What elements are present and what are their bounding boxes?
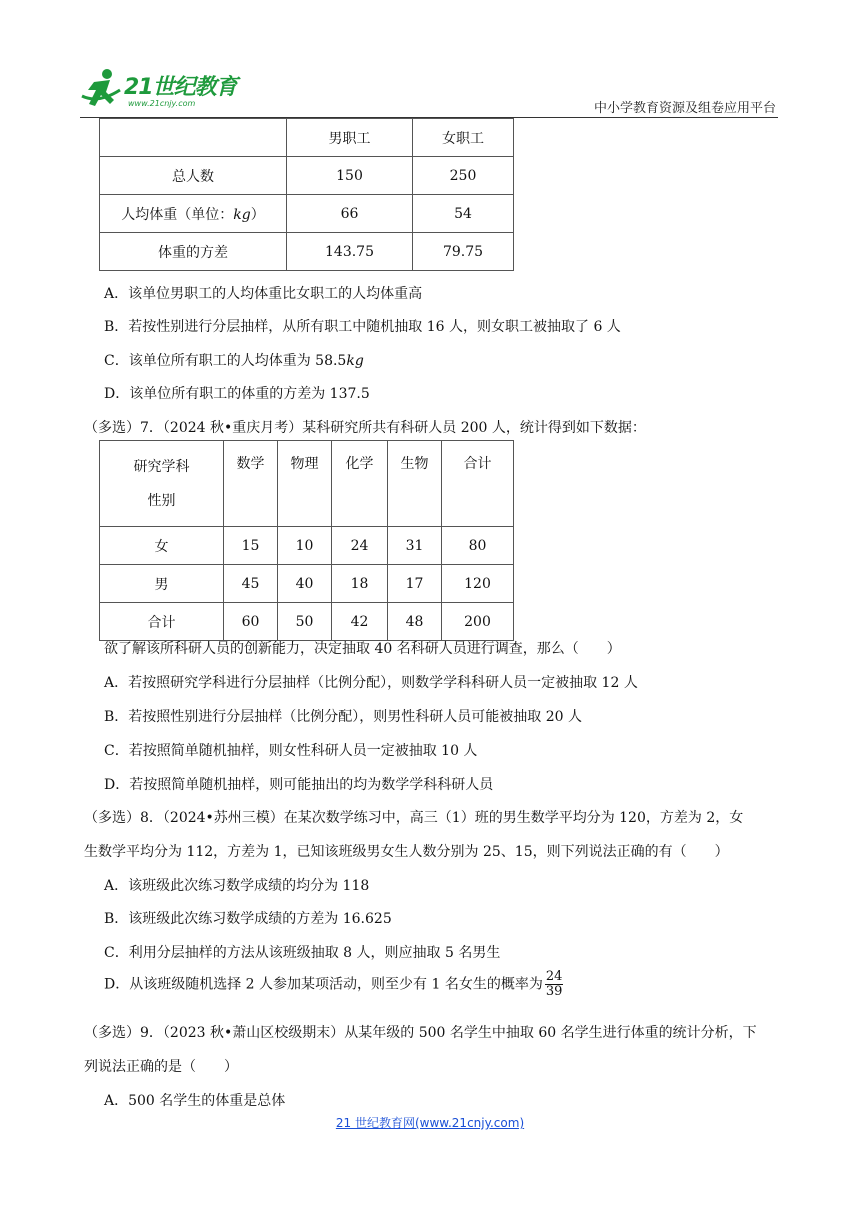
option-c bbox=[104, 350, 364, 370]
option-a: A．若按照研究学科进行分层抽样（比例分配），则数学学科科研人员一定被抽取 12 人 bbox=[104, 675, 638, 691]
unit-text: kg bbox=[346, 353, 364, 369]
table-cell: 80 bbox=[442, 527, 514, 565]
option-d bbox=[104, 970, 563, 999]
table-cell: 31 bbox=[388, 527, 442, 565]
table-cell: 150 bbox=[287, 157, 413, 195]
option-a: A．500 名学生的体重是总体 bbox=[104, 1093, 286, 1109]
table-cell: 17 bbox=[388, 565, 442, 603]
site-logo bbox=[80, 66, 250, 116]
table-cell: 250 bbox=[413, 157, 514, 195]
option-b: B．若按性别进行分层抽样，从所有职工中随机抽取 16 人，则女职工被抽取了 6 人 bbox=[104, 319, 621, 335]
table-header-cell: 男职工 bbox=[287, 119, 413, 157]
footer-link[interactable]: 21 世纪教育网(www.21cnjy.com) bbox=[335, 1116, 525, 1130]
question-stem: （多选）9．（2023 秋•萧山区校级期末）从某年级的 500 名学生中抽取 60 名学生进行体重的统计分析，下 bbox=[84, 1025, 757, 1041]
table-header-cell: 物理 bbox=[278, 441, 332, 527]
row-label: 女 bbox=[100, 527, 224, 565]
corner-top-label: 研究学科 bbox=[133, 458, 190, 475]
row-label: 体重的方差 bbox=[100, 233, 287, 271]
table-row bbox=[100, 603, 514, 641]
option-text: D．从该班级随机选择 2 人参加某项活动，则至少有 1 名女生的概率为 bbox=[104, 976, 543, 993]
table-row bbox=[100, 195, 514, 233]
option-b: B．若按照性别进行分层抽样（比例分配），则男性科研人员可能被抽取 20 人 bbox=[104, 709, 583, 725]
option-a: A．该班级此次练习数学成绩的均分为 118 bbox=[104, 878, 370, 894]
label-text: ） bbox=[250, 206, 265, 223]
table-cell: 79.75 bbox=[413, 233, 514, 271]
question-stem: （多选）8．（2024•苏州三模）在某次数学练习中，高三（1）班的男生数学平均分为 120，方差为 2，女 bbox=[84, 810, 744, 826]
table-row bbox=[100, 157, 514, 195]
fraction bbox=[545, 970, 564, 999]
row-label: 合计 bbox=[100, 603, 224, 641]
question-stem: （多选）7．（2024 秋•重庆月考）某科研究所共有科研人员 200 人，统计得到如下数据： bbox=[84, 420, 646, 436]
row-label: 总人数 bbox=[100, 157, 287, 195]
option-d: D．该单位所有职工的体重的方差为 137.5 bbox=[104, 386, 370, 402]
fraction-denominator: 39 bbox=[545, 984, 563, 999]
unit-text: kg bbox=[233, 206, 251, 223]
table-row bbox=[100, 441, 514, 527]
fraction-numerator: 24 bbox=[545, 969, 563, 984]
label-text: 人均体重（单位： bbox=[121, 206, 234, 223]
option-c: C．若按照简单随机抽样，则女性科研人员一定被抽取 10 人 bbox=[104, 743, 478, 759]
table-header-cell: 生物 bbox=[388, 441, 442, 527]
row-label: 男 bbox=[100, 565, 224, 603]
footer bbox=[0, 1114, 860, 1131]
corner-bottom-label: 性别 bbox=[147, 492, 176, 509]
table-cell: 54 bbox=[413, 195, 514, 233]
option-b: B．该班级此次练习数学成绩的方差为 16.625 bbox=[104, 911, 392, 927]
table-cell: 18 bbox=[332, 565, 388, 603]
table-cell: 24 bbox=[332, 527, 388, 565]
option-d: D．若按照简单随机抽样，则可能抽出的均为数学学科科研人员 bbox=[104, 777, 494, 793]
option-c: C．利用分层抽样的方法从该班级抽取 8 人，则应抽取 5 名男生 bbox=[104, 945, 501, 961]
question-stem-continued: 列说法正确的是（ ） bbox=[84, 1059, 238, 1075]
question-stem-continued: 生数学平均分为 112，方差为 1，已知该班级男女生人数分别为 25、15，则下列说法正确的有（ ） bbox=[84, 844, 729, 860]
table-cell: 48 bbox=[388, 603, 442, 641]
table-cell: 40 bbox=[278, 565, 332, 603]
employee-weight-table bbox=[99, 118, 514, 271]
table-cell: 50 bbox=[278, 603, 332, 641]
option-text: C．该单位所有职工的人均体重为 58.5 bbox=[104, 353, 347, 369]
table-row bbox=[100, 565, 514, 603]
table-cell: 45 bbox=[224, 565, 278, 603]
table-cell: 143.75 bbox=[287, 233, 413, 271]
corner-cell bbox=[100, 441, 224, 527]
table-cell: 15 bbox=[224, 527, 278, 565]
table-row bbox=[100, 527, 514, 565]
table-cell: 66 bbox=[287, 195, 413, 233]
table-cell bbox=[100, 119, 287, 157]
row-label bbox=[100, 195, 287, 233]
table-cell: 60 bbox=[224, 603, 278, 641]
table-header-cell: 化学 bbox=[332, 441, 388, 527]
table-header-cell: 女职工 bbox=[413, 119, 514, 157]
table-cell: 10 bbox=[278, 527, 332, 565]
running-man-icon bbox=[80, 66, 124, 112]
table-cell: 42 bbox=[332, 603, 388, 641]
table-row bbox=[100, 233, 514, 271]
platform-name: 中小学教育资源及组卷应用平台 bbox=[593, 101, 776, 116]
question-text: 欲了解该所科研人员的创新能力，决定抽取 40 名科研人员进行调查，那么（ ） bbox=[104, 641, 621, 657]
table-cell: 120 bbox=[442, 565, 514, 603]
table-header-cell: 合计 bbox=[442, 441, 514, 527]
logo-text: 21世纪教育 bbox=[124, 75, 237, 100]
option-a: A．该单位男职工的人均体重比女职工的人均体重高 bbox=[104, 286, 423, 302]
table-header-cell: 数学 bbox=[224, 441, 278, 527]
table-row bbox=[100, 119, 514, 157]
table-cell: 200 bbox=[442, 603, 514, 641]
logo-url: www.21cnjy.com bbox=[128, 99, 196, 108]
research-staff-table bbox=[99, 440, 514, 641]
